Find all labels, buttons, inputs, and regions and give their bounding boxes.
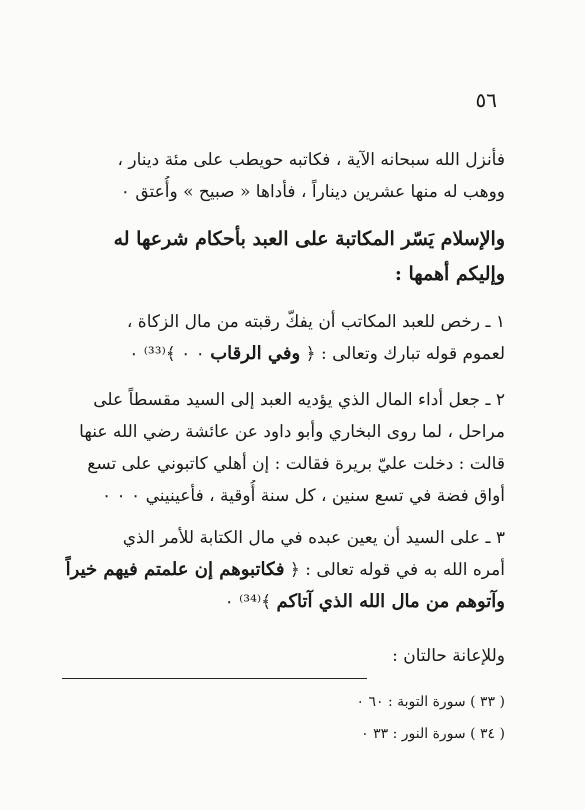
item3-text: ﴾⁽³⁴⁾ ٠ bbox=[224, 592, 277, 612]
quran-quote: فكاتبوهم إن علمتم فيهم خيراً bbox=[65, 559, 285, 580]
item1-text: ٠ ٠ ﴾⁽³³⁾ ٠ bbox=[129, 344, 211, 364]
footnotes bbox=[64, 686, 505, 750]
list-item-2 bbox=[64, 384, 505, 512]
closing-line bbox=[64, 640, 505, 672]
heading-line: والإسلام يَسّر المكاتبة على العبد بأحكام شرعها له bbox=[113, 228, 505, 250]
footnote-divider bbox=[62, 678, 367, 679]
item2-line: قالت : دخلت عليّ بريرة فقالت : إن أهلي كاتبوني على تسع bbox=[87, 454, 505, 474]
item3-line bbox=[64, 586, 505, 618]
item2-line: ٢ ـ جعل أداء المال الذي يؤديه العبد إلى السيد مقسطاً على bbox=[93, 390, 505, 410]
intro-line: فأنزل الله سبحانه الآية ، فكاتبه حويطب على مئة دينار ، bbox=[117, 150, 505, 170]
footnote: ( ٣٤ ) سورة النور : ٣٣ ٠ bbox=[361, 726, 505, 742]
item1-line bbox=[64, 338, 505, 370]
item3-line bbox=[64, 554, 505, 586]
item1-text: لعموم قوله تبارك وتعالى : ﴿ bbox=[300, 344, 505, 364]
section-heading bbox=[64, 222, 505, 292]
list-item-1 bbox=[64, 306, 505, 370]
list-item-3 bbox=[64, 522, 505, 618]
quran-quote: وفي الرقاب bbox=[210, 343, 301, 364]
intro-paragraph bbox=[64, 144, 505, 208]
item2-line: أواق فضة في تسع سنين ، كل سنة أُوقية ، فأعينيني ٠ ٠ ٠ bbox=[101, 486, 505, 506]
item3-line: ٣ ـ على السيد أن يعين عبده في مال الكتابة للأمر الذي bbox=[122, 528, 505, 548]
quran-quote: وآتوهم من مال الله الذي آتاكم bbox=[276, 591, 505, 612]
heading-line: وإليكم أهمها : bbox=[394, 263, 505, 285]
item2-line: مراحل ، لما روى البخاري وأبو داود عن عائشة رضي الله عنها bbox=[79, 422, 505, 442]
item1-line: ١ ـ رخص للعبد المكاتب أن يفكّ رقبته من مال الزكاة ، bbox=[126, 312, 505, 332]
footnote: ( ٣٣ ) سورة التوبة : ٦٠ ٠ bbox=[356, 694, 505, 710]
closing-text: وللإعانة حالتان : bbox=[392, 646, 505, 666]
page-number: ٥٦ bbox=[475, 88, 497, 112]
intro-line: ووهب له منها عشرين ديناراً ، فأداها « صبيح » وأُعتق ٠ bbox=[120, 182, 505, 202]
item3-text: أمره الله به في قوله تعالى : ﴿ bbox=[284, 560, 505, 580]
